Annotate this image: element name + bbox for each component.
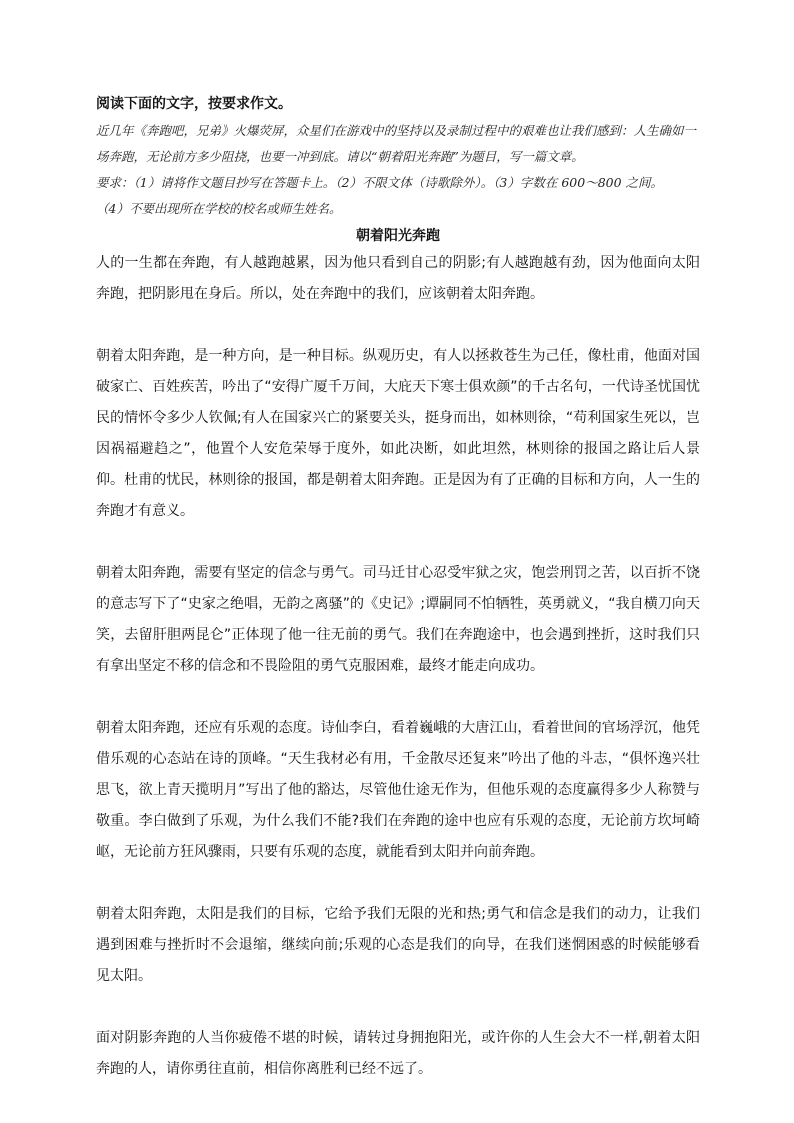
paragraph-gap <box>96 868 700 899</box>
task-heading: 阅读下面的文字，按要求作文。 <box>96 96 292 112</box>
essay-paragraph-2: 朝着太阳奔跑，是一种方向，是一种目标。纵观历史，有人以拯救苍生为己任，像杜甫，他面对国破家亡、百姓疾苦，吟出了“安得广厦千万间，大庇天下寒士俱欢颜”的千古名句，一代诗圣忧国忧民的情怀令多少人钦佩;有人在国家兴亡的紧要关头，挺身而出，如林则徐，“苟利国家生死以，岂因祸福避趋之”，他置个人安危荣辱于度外，如此决断，如此坦然，林则徐的报国之路让后人景仰。杜甫的忧民，林则徐的报国，都是朝着太阳奔跑。正是因为有了正确的目标和方向，人一生的奔跑才有意义。 <box>96 348 700 519</box>
paragraph-gap <box>96 310 700 341</box>
paragraph-gap <box>96 992 700 1023</box>
document-page <box>96 92 700 1085</box>
task-requirements-2: （4）不要出现所在学校的校名或师生姓名。 <box>96 201 342 216</box>
paragraph-gap <box>96 682 700 713</box>
essay-paragraph-3: 朝着太阳奔跑，需要有坚定的信念与勇气。司马迁甘心忍受牢狱之灾，饱尝刑罚之苦，以百折不饶的意志写下了“史家之绝唱，无韵之离骚”的《史记》;谭嗣同不怕牺牲，英勇就义，“我自横刀向天笑，去留肝胆两昆仑”正体现了他一往无前的勇气。我们在奔跑途中，也会遇到挫折，这时我们只有拿出坚定不移的信念和不畏险阻的勇气克服困难，最终才能走向成功。 <box>96 565 700 674</box>
task-requirements-1: 要求：（1）请将作文题目抄写在答题卡上。（2）不限文体（诗歌除外）。（3）字数在 600～800 之间。 <box>96 175 664 190</box>
essay-paragraph-6: 面对阴影奔跑的人当你疲倦不堪的时候，请转过身拥抱阳光，或许你的人生会大不一样,朝着太阳奔跑的人，请你勇往直前，相信你离胜利已经不远了。 <box>96 1030 700 1077</box>
essay-paragraph-4: 朝着太阳奔跑，还应有乐观的态度。诗仙李白，看着巍峨的大唐江山，看着世间的官场浮沉，他凭借乐观的心态站在诗的顶峰。“天生我材必有用，千金散尽还复来”吟出了他的斗志，“俱怀逸兴壮思飞，欲上青天揽明月”写出了他的豁达，尽管他仕途无作为，但他乐观的态度赢得多少人称赞与敬重。李白做到了乐观，为什么我们不能?我们在奔跑的途中也应有乐观的态度，无论前方坎坷崎岖，无论前方狂风骤雨，只要有乐观的态度，就能看到太阳并向前奔跑。 <box>96 720 700 860</box>
essay-paragraph-1: 人的一生都在奔跑，有人越跑越累，因为他只看到自己的阴影;有人越跑越有劲，因为他面向太阳奔跑，把阴影甩在身后。所以，处在奔跑中的我们，应该朝着太阳奔跑。 <box>96 255 700 302</box>
task-intro: 近几年《奔跑吧，兄弟》火爆荧屏，众星们在游戏中的坚持以及录制过程中的艰难也让我们感到：人生确如一场奔跑，无论前方多少阻挠，也要一冲到底。请以“朝着阳光奔跑”为题目，写一篇文章。 <box>96 123 697 164</box>
essay-title: 朝着阳光奔跑 <box>356 228 440 244</box>
essay-paragraph-5: 朝着太阳奔跑，太阳是我们的目标，它给予我们无限的光和热;勇气和信念是我们的动力，让我们遇到困难与挫折时不会退缩，继续向前;乐观的心态是我们的向导，在我们迷惘困惑的时候能够看见太阳。 <box>96 906 700 984</box>
paragraph-gap <box>96 527 700 558</box>
